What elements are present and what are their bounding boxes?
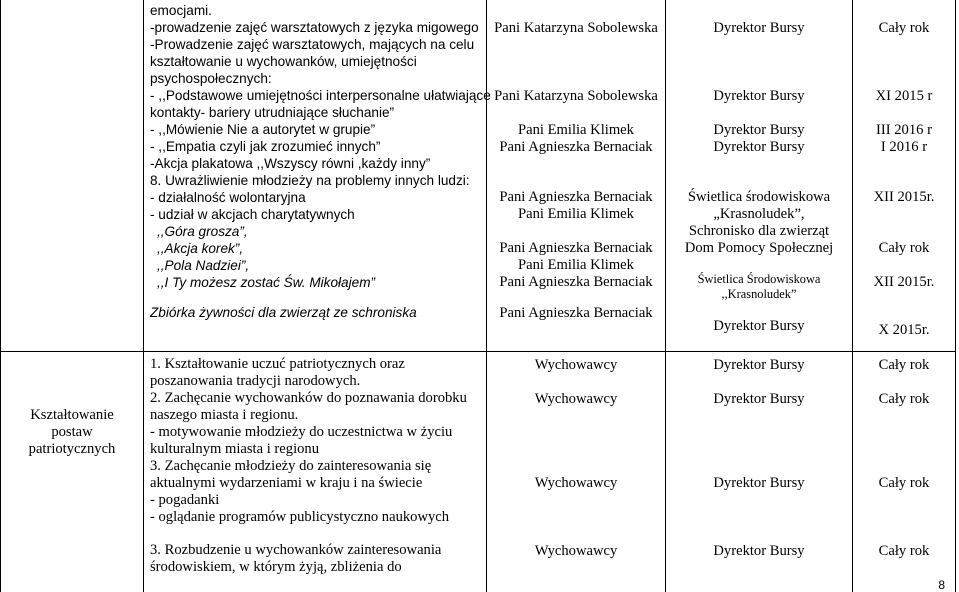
top-activity-line: - udział w akcjach charytatywnych [150,207,355,222]
top-term-line: I 2016 r [880,139,928,155]
top-responsible-line: Pani Emilia Klimek [518,122,634,138]
top-term-line: Cały rok [878,20,930,36]
top-responsible-line: Pani Agnieszka Bernaciak [499,240,653,256]
bottom-activity-line: - motywowanie młodzieży do uczestnictwa w życiu [150,424,453,440]
bottom-partner-line: Dyrektor Bursy [713,391,805,407]
top-responsible-line: Pani Agnieszka Bernaciak [499,274,653,290]
bottom-activity-line: 3. Zachęcanie młodzieży do zainteresowania się [150,458,432,474]
area-label: postaw [51,424,93,440]
bottom-activity-line: - oglądanie programów publicystyczno naukowych [150,509,450,525]
bottom-activity-line: 1. Kształtowanie uczuć patriotycznych oraz [150,356,405,372]
bottom-partner-line: Dyrektor Bursy [713,475,805,491]
bottom-responsible-line: Wychowawcy [534,543,618,559]
top-activity-line: ,,Pola Nadziei”, [157,258,250,273]
bottom-activity-line: 2. Zachęcanie wychowanków do poznawania dorobku [150,390,467,406]
top-responsible-line: Pani Emilia Klimek [518,206,634,222]
top-activity-line: ,,Góra grosza”, [157,224,248,239]
top-partner-line: Dom Pomocy Społecznej [684,240,834,256]
top-activity-line: - ,,Mówienie Nie a autorytet w grupie” [150,122,376,137]
bottom-term-line: Cały rok [878,543,930,559]
bottom-partner-line: Dyrektor Bursy [713,543,805,559]
top-term-line: XII 2015r. [873,274,935,290]
bottom-partner-line: Dyrektor Bursy [713,357,805,373]
top-partner-line: Świetlica Środowiskowa [697,272,821,286]
top-activity-line: Zbiórka żywności dla zwierząt ze schroniska [150,305,417,320]
top-activity-line: -Prowadzenie zajęć warsztatowych, mających na celu [150,37,475,52]
top-activity-line: - ,,Empatia czyli jak zrozumieć innych” [150,139,381,154]
top-term-line: XI 2015 r [875,88,933,104]
top-activity-line: - ,,Podstawowe umiejętności interpersonalne ułatwiające [150,88,491,103]
top-responsible-line: Pani Agnieszka Bernaciak [499,189,653,205]
area-label: Kształtowanie [30,407,114,423]
top-responsible-line: Pani Katarzyna Sobolewska [494,88,658,104]
top-activity-line: - działalność wolontaryjna [150,190,306,205]
bottom-activity-line: 3. Rozbudzenie u wychowanków zainteresowania [150,542,442,558]
top-activity-line: emocjami. [150,3,212,18]
top-responsible-line: Pani Emilia Klimek [518,257,634,273]
top-partner-line: Dyrektor Bursy [713,122,805,138]
top-term-line: X 2015r. [878,322,930,338]
table-left-border [0,0,1,592]
row-divider [0,351,956,352]
top-activity-line: 8. Uwrażliwienie młodzieży na problemy innych ludzi: [150,173,470,188]
top-partner-line: Świetlica środowiskowa [687,189,831,205]
bottom-term-line: Cały rok [878,391,930,407]
top-responsible-line: Pani Agnieszka Bernaciak [499,139,653,155]
top-activity-line: psychospołecznych: [150,71,272,86]
bottom-activity-line: środowiskiem, w którym żyją, zbliżenia do [150,559,402,575]
page-number: 8 [938,578,945,592]
bottom-responsible-line: Wychowawcy [534,475,618,491]
bottom-activity-line: poszanowania tradycji narodowych. [150,373,361,389]
bottom-responsible-line: Wychowawcy [534,391,618,407]
area-label: patriotycznych [28,441,116,457]
top-term-line: III 2016 r [876,122,932,138]
top-responsible-line: Pani Agnieszka Bernaciak [499,305,653,321]
top-partner-line: Dyrektor Bursy [713,139,805,155]
bottom-responsible-line: Wychowawcy [534,357,618,373]
top-activity-line: ,,Akcja korek”, [157,241,244,256]
top-activity-line: ,,I Ty możesz zostać Św. Mikołajem” [157,275,376,290]
top-activity-line: kontakty- bariery utrudniające słuchanie” [150,105,395,120]
top-term-line: XII 2015r. [873,189,935,205]
top-partner-line: Dyrektor Bursy [713,318,805,334]
top-partner-line: Dyrektor Bursy [713,20,805,36]
bottom-activity-line: naszego miasta i regionu. [150,407,299,423]
top-term-line: Cały rok [878,240,930,256]
bottom-term-line: Cały rok [878,475,930,491]
bottom-activity-line: kulturalnym miasta i regionu [150,441,320,457]
top-partner-line: Dyrektor Bursy [713,88,805,104]
top-activity-line: -Akcja plakatowa ,,Wszyscy równi ,każdy inny” [150,156,431,171]
table-right-border [955,0,956,592]
top-partner-line: Schronisko dla zwierząt [688,223,830,239]
top-activity-line: -prowadzenie zajęć warsztatowych z języka migowego [150,20,479,35]
top-partner-line: ,,Krasnoludek” [721,287,797,301]
bottom-term-line: Cały rok [878,357,930,373]
top-partner-line: „Krasnoludek”, [713,206,805,222]
top-responsible-line: Pani Katarzyna Sobolewska [494,20,658,36]
top-activity-line: kształtowanie u wychowanków, umiejętności [150,54,417,69]
bottom-activity-line: - pogadanki [150,492,220,508]
column-divider-1 [143,0,144,592]
bottom-activity-line: aktualnymi wydarzeniami w kraju i na świecie [150,475,423,491]
